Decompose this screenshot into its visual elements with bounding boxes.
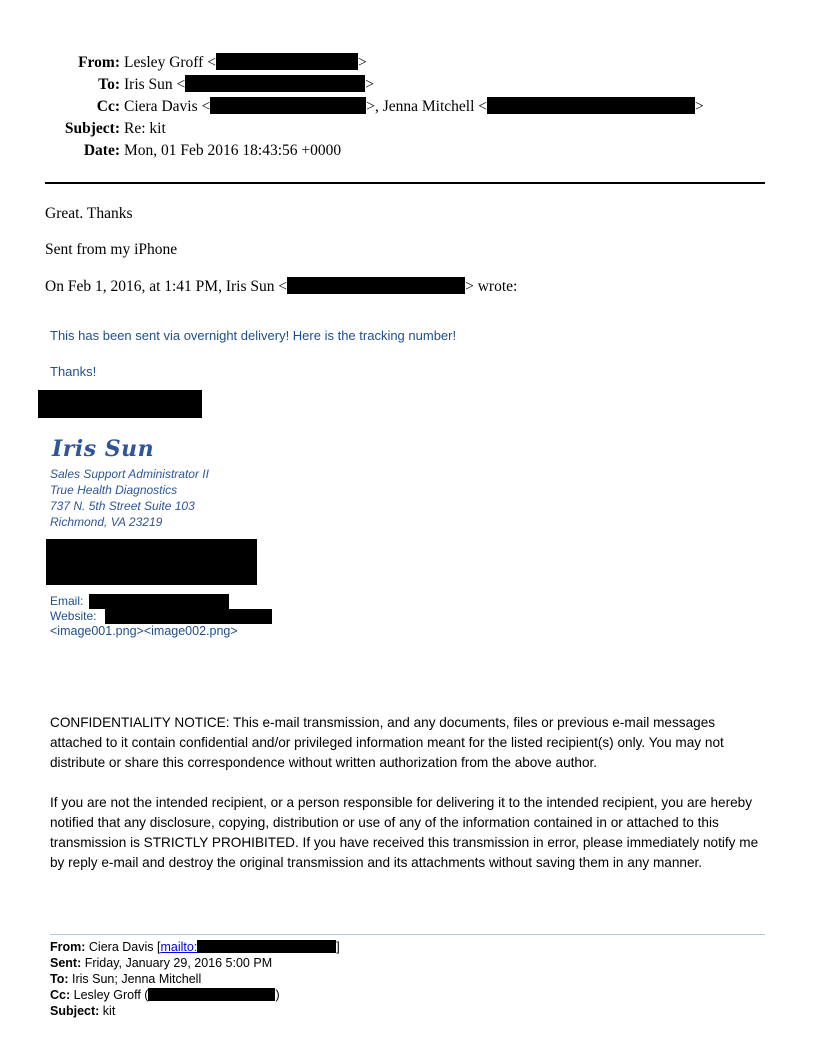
- notice-paragraph-2: If you are not the intended recipient, or a person responsible for delivering it to the intended recipient, you are hereby notified that any disclosure, copying, distribution or use of any of the information contained in or attached to this transmission is STRICTLY PROHIBITED. If you have received this transmission in error, please immediately notify me by reply e-mail and destroy the original transmission and its attachments without saving them in any manner.: [50, 795, 759, 870]
- redacted-to-email: [185, 75, 365, 92]
- fwd-sent-text: Friday, January 29, 2016 5:00 PM: [84, 956, 273, 970]
- fwd-to-row: [50, 971, 340, 987]
- fwd-cc-name: Lesley Groff (: [73, 988, 149, 1002]
- signature-address-1: 737 N. 5th Street Suite 103: [50, 499, 195, 513]
- date-text: Mon, 01 Feb 2016 18:43:56 +0000: [124, 142, 342, 159]
- email-row: [50, 594, 83, 608]
- fwd-mailto-link[interactable]: mailto:: [160, 940, 198, 954]
- signature-name: Iris Sun: [52, 436, 155, 462]
- signature-title: Sales Support Administrator II: [50, 467, 209, 481]
- fwd-to-label: To:: [50, 972, 69, 986]
- wrote-suffix: > wrote:: [465, 278, 518, 295]
- fwd-from-row: [50, 939, 340, 955]
- date-label: Date:: [83, 142, 120, 159]
- header-to-row: To: Iris Sun < >: [40, 74, 704, 96]
- redacted-phone-block: [46, 539, 257, 585]
- redacted-fwd-cc-email: [148, 988, 275, 1001]
- fwd-subject-label: Subject:: [50, 1004, 100, 1018]
- signature-address-2: Richmond, VA 23219: [50, 515, 163, 529]
- website-row: [50, 609, 96, 623]
- email-label: Email:: [50, 594, 84, 608]
- redacted-tracking-number: [38, 390, 202, 418]
- fwd-from-close: ]: [336, 940, 340, 954]
- cc-name-2: Jenna Mitchell: [382, 98, 475, 115]
- header-divider: [45, 182, 765, 184]
- fwd-from-label: From:: [50, 940, 86, 954]
- website-label: Website:: [50, 609, 97, 623]
- fwd-cc-close: ): [275, 988, 280, 1002]
- forwarded-header: [50, 939, 340, 1019]
- email-header: [40, 52, 704, 162]
- to-label: To:: [98, 76, 120, 93]
- forward-divider: [50, 934, 765, 935]
- fwd-sent-label: Sent:: [50, 956, 82, 970]
- subject-text: Re: kit: [124, 120, 166, 137]
- image-attachments: <image001.png><image002.png>: [50, 624, 238, 638]
- redacted-cc-email-2: [487, 97, 695, 114]
- redacted-wrote-email: [287, 277, 465, 294]
- header-date-row: [40, 140, 704, 162]
- fwd-sent-row: [50, 955, 340, 971]
- reply-line-1: Great. Thanks: [45, 205, 133, 222]
- fwd-from-name: Ciera Davis [: [88, 940, 161, 954]
- cc-label: Cc:: [96, 98, 120, 115]
- quoted-thanks: Thanks!: [50, 364, 97, 379]
- redacted-fwd-from-email: [197, 940, 336, 953]
- notice-paragraph-1: CONFIDENTIALITY NOTICE: This e-mail transmission, and any documents, files or previous e-mail messages attached to it contain confidential and/or privileged information meant for the listed recipient(s) only. You may not distribute or share this correspondence without written authorization from the above author.: [50, 715, 724, 770]
- redacted-from-email: [216, 53, 358, 70]
- from-label: From:: [78, 54, 120, 71]
- signature-company: True Health Diagnostics: [50, 483, 178, 497]
- cc-name-1: Ciera Davis: [124, 98, 198, 115]
- fwd-subject-row: [50, 1003, 340, 1019]
- redacted-cc-email-1: [210, 97, 366, 114]
- reply-line-2: Sent from my iPhone: [45, 241, 178, 258]
- quoted-message: This has been sent via overnight delivery! Here is the tracking number!: [50, 328, 457, 343]
- to-name: Iris Sun: [124, 76, 173, 93]
- fwd-cc-row: [50, 987, 340, 1003]
- header-subject-row: [40, 118, 704, 140]
- signature-block: [50, 466, 209, 530]
- header-from-row: From: Lesley Groff < >: [40, 52, 704, 74]
- from-name: Lesley Groff: [124, 54, 204, 71]
- header-cc-row: Cc: Ciera Davis < >, Jenna Mitchell < >: [40, 96, 704, 118]
- subject-label: Subject:: [64, 120, 120, 137]
- wrote-prefix: On Feb 1, 2016, at 1:41 PM, Iris Sun <: [45, 278, 288, 295]
- redacted-website: [105, 609, 272, 624]
- confidentiality-notice: [50, 713, 770, 873]
- redacted-signature-email: [89, 594, 229, 609]
- fwd-cc-label: Cc:: [50, 988, 71, 1002]
- fwd-to-text: Iris Sun; Jenna Mitchell: [72, 972, 202, 986]
- fwd-subject-text: kit: [102, 1004, 116, 1018]
- wrote-line: [45, 277, 517, 296]
